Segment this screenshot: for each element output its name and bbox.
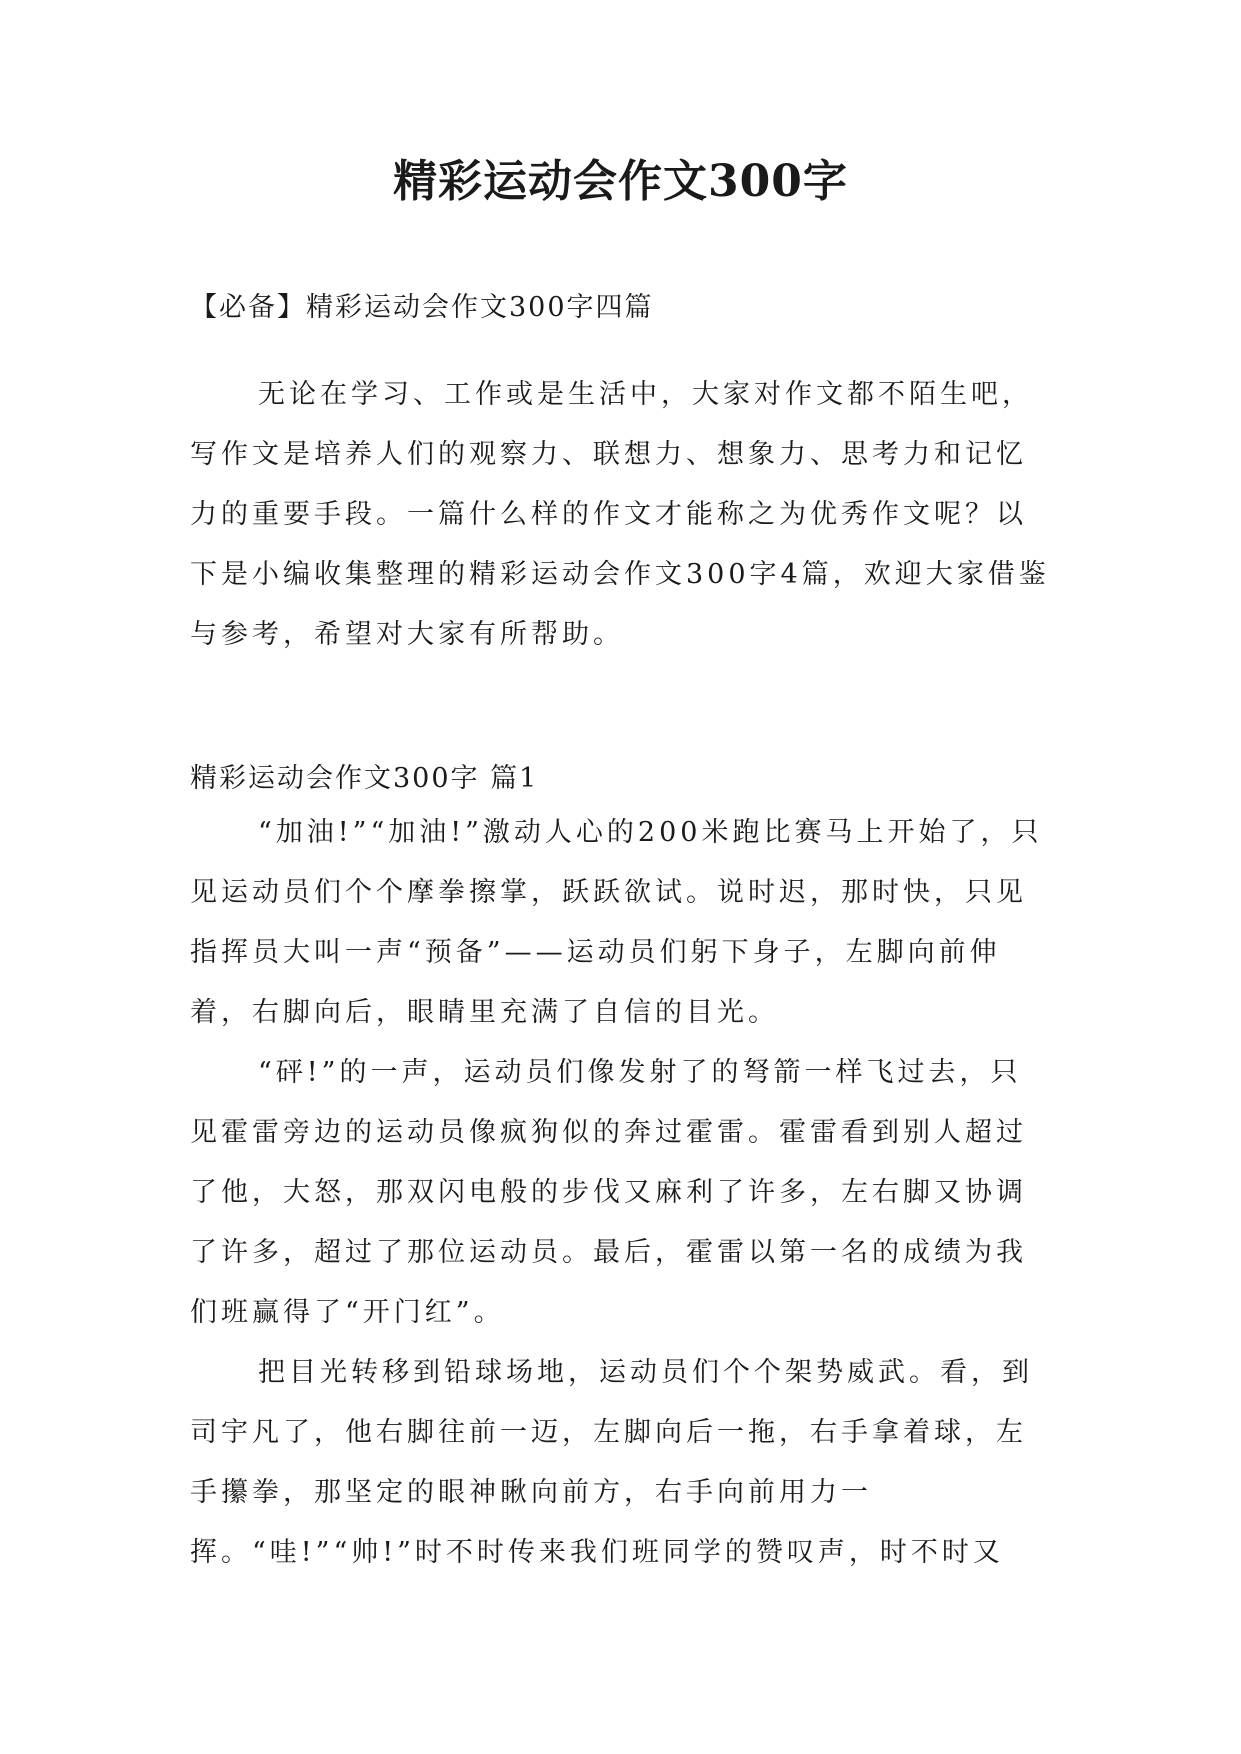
intro-block — [190, 365, 1050, 665]
essay-paragraph: 把目光转移到铅球场地，运动员们个个架势威武。看，到司宇凡了，他右脚往前一迈，左脚向后一拖，右手拿着球，左手攥拳，那坚定的眼神瞅向前方，右手向前用力一挥。“哇!”“帅!”时不时传来我们班同学的赞叹声，时不时又 — [190, 1357, 1033, 1568]
intro-paragraph: 无论在学习、工作或是生活中，大家对作文都不陌生吧，写作文是培养人们的观察力、联想力、想象力、思考力和记忆力的重要手段。一篇什么样的作文才能称之为优秀作文呢？以下是小编收集整理的精彩运动会作文300字4篇，欢迎大家借鉴与参考，希望对大家有所帮助。 — [190, 379, 1050, 650]
section-heading: 精彩运动会作文300字 篇1 — [190, 763, 539, 794]
document-subtitle: 【必备】精彩运动会作文300字四篇 — [190, 292, 654, 323]
essay-paragraph: “加油!”“加油!”激动人心的200米跑比赛马上开始了，只见运动员们个个摩拳擦掌，跃跃欲试。说时迟，那时快，只见指挥员大叫一声“预备”——运动员们躬下身子，左脚向前伸着，右脚向后，眼睛里充满了自信的目光。 — [190, 817, 1043, 1028]
essay-body — [190, 803, 1050, 1583]
essay-paragraph: “砰!”的一声，运动员们像发射了的弩箭一样飞过去，只见霍雷旁边的运动员像疯狗似的奔过霍雷。霍雷看到别人超过了他，大怒，那双闪电般的步伐又麻利了许多，左右脚又协调了许多，超过了那位运动员。最后，霍雷以第一名的成绩为我们班赢得了“开门红”。 — [190, 1057, 1027, 1328]
document-title: 精彩运动会作文300字 — [393, 156, 848, 207]
